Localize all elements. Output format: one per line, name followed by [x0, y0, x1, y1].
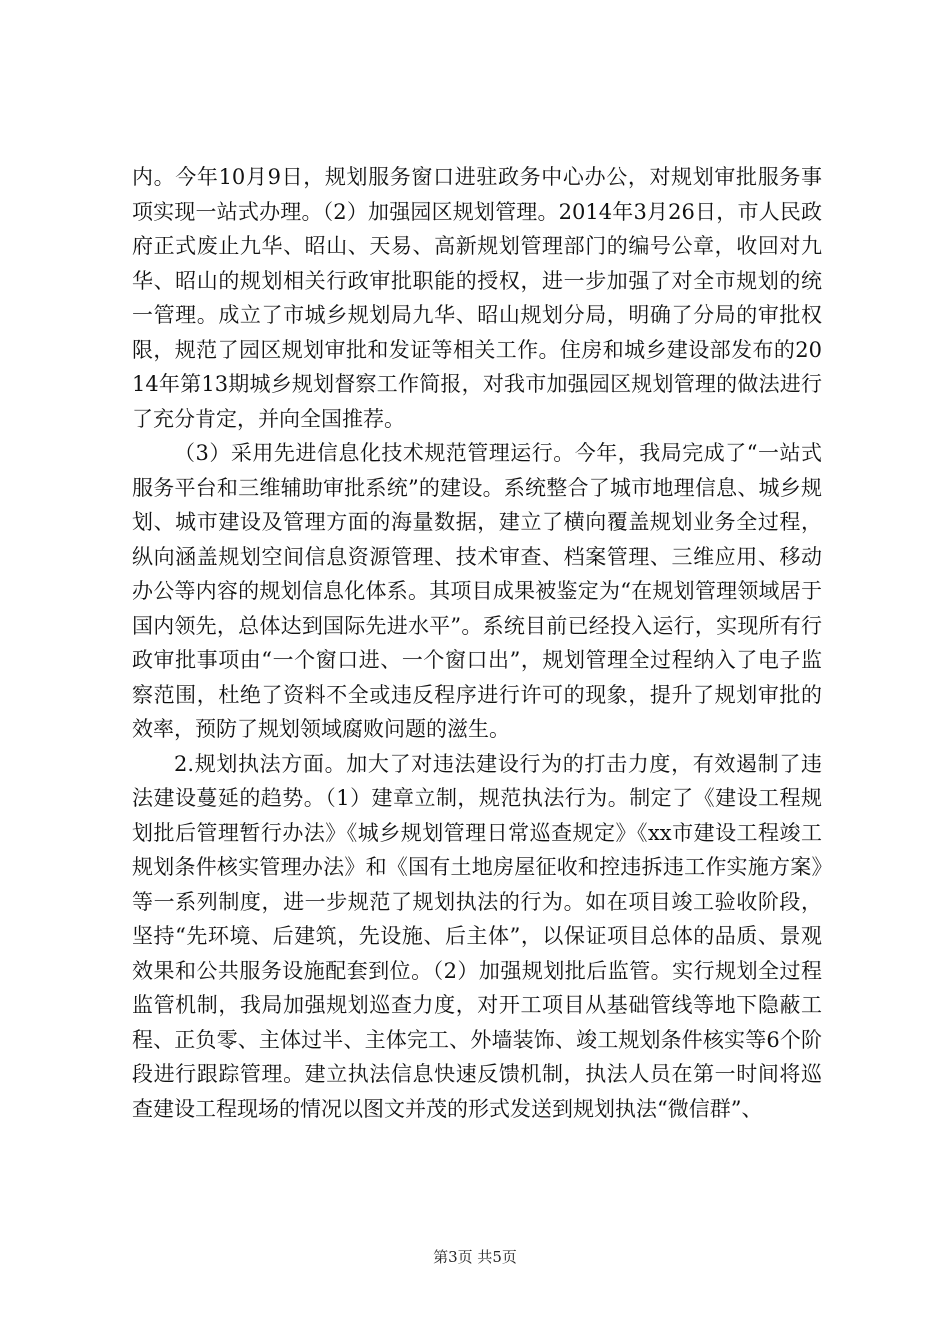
page-footer: 第3页 共5页	[433, 1248, 517, 1266]
paragraph-1: 内。今年10月9日，规划服务窗口进驻政务中心办公，对规划审批服务事项实现一站式办理。（2）加强园区规划管理。2014年3月26日，市人民政府正式废止九华、昭山、天易、高新规划管理部门的编号公章，收回对九华、昭山的规划相关行政审批职能的授权，进一步加强了对全市规划的统一管理。成立了市城乡规划局九华、昭山规划分局，明确了分局的审批权限，规范了园区规划审批和发证等相关工作。住房和城乡建设部发布的2014年第13期城乡规划督察工作简报，对我市加强园区规划管理的做法进行了充分肯定，并向全国推荐。	[132, 165, 822, 431]
paragraph-3: 2.规划执法方面。加大了对违法建设行为的打击力度，有效遏制了违法建设蔓延的趋势。（1）建章立制，规范执法行为。制定了《建设工程规划批后管理暂行办法》《城乡规划管理日常巡查规定》《xx市建设工程竣工规划条件核实管理办法》和《国有土地房屋征收和控违拆违工作实施方案》等一系列制度，进一步规范了规划执法的行为。如在项目竣工验收阶段，坚持“先环境、后建筑，先设施、后主体”，以保证项目总体的品质、景观效果和公共服务设施配套到位。（2）加强规划批后监管。实行规划全过程监管机制，我局加强规划巡查力度，对开工项目从基础管线等地下隐蔽工程、正负零、主体过半、主体完工、外墙装饰、竣工规划条件核实等6个阶段进行跟踪管理。建立执法信息快速反馈机制，执法人员在第一时间将巡查建设工程现场的情况以图文并茂的形式发送到规划执法“微信群”、	[132, 751, 822, 1121]
paragraph-2: （3）采用先进信息化技术规范管理运行。今年，我局完成了“一站式服务平台和三维辅助审批系统”的建设。系统整合了城市地理信息、城乡规划、城市建设及管理方面的海量数据，建立了横向覆盖规划业务全过程，纵向涵盖规划空间信息资源管理、技术审查、档案管理、三维应用、移动办公等内容的规划信息化体系。其项目成果被鉴定为“在规划管理领域居于国内领先，总体达到国际先进水平”。系统目前已经投入运行，实现所有行政审批事项由“一个窗口进、一个窗口出”，规划管理全过程纳入了电子监察范围，杜绝了资料不全或违反程序进行许可的现象，提升了规划审批的效率，预防了规划领域腐败问题的滋生。	[132, 441, 822, 741]
document-body	[132, 160, 822, 1126]
